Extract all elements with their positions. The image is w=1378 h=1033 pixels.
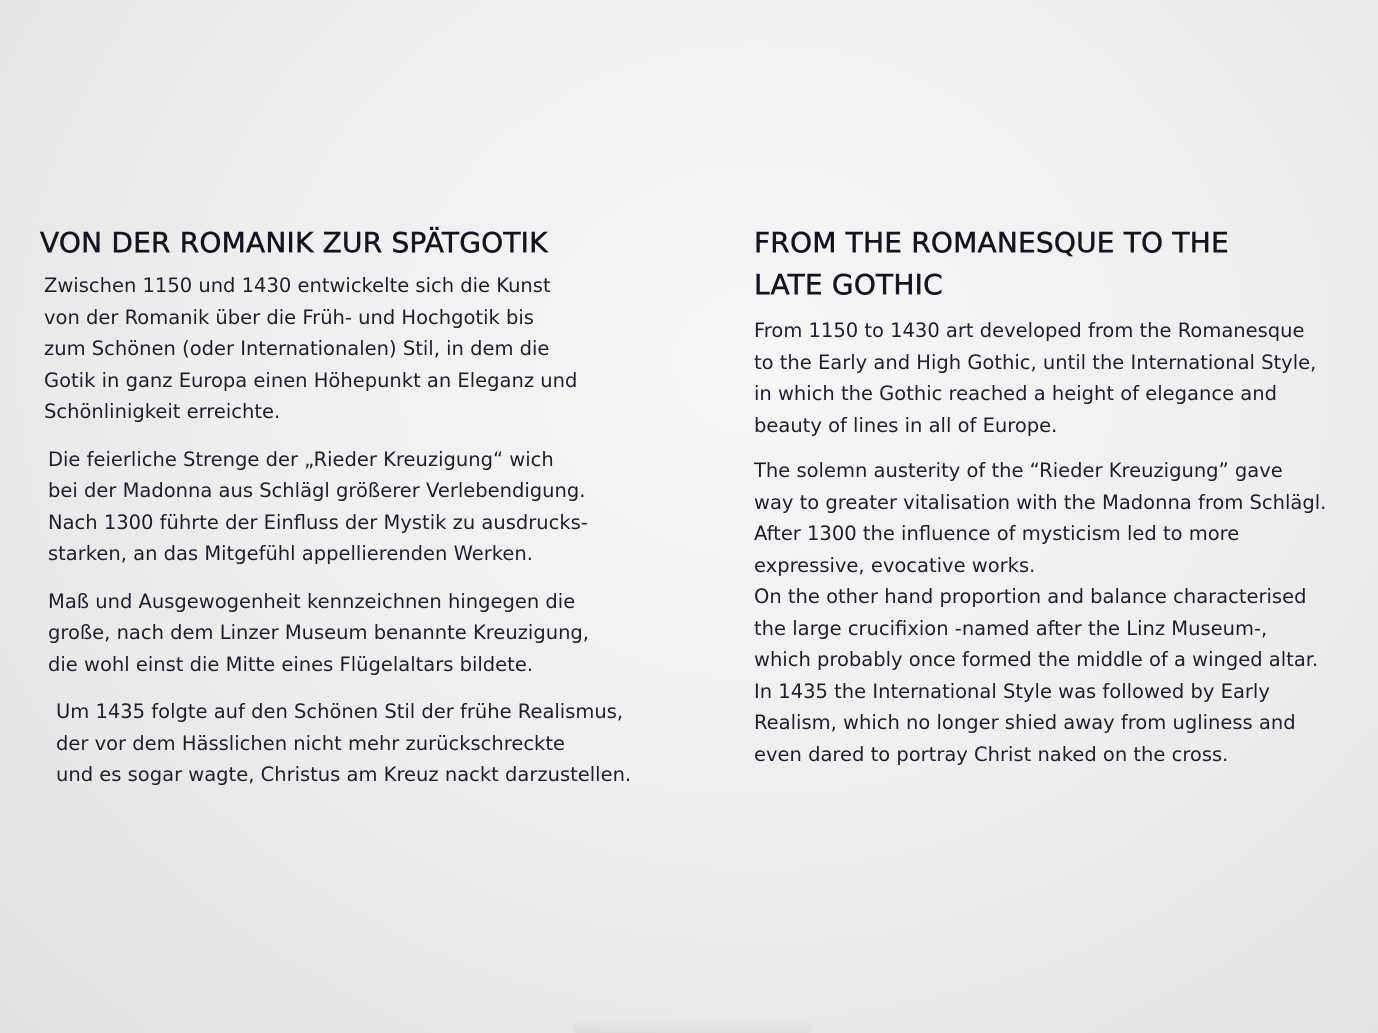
heading-line: FROM THE ROMANESQUE TO THE xyxy=(754,226,1229,259)
text-line: which probably once formed the middle of a winged altar. xyxy=(754,648,1319,671)
text-line: Die feierliche Strenge der „Rieder Kreuzigung“ wich xyxy=(48,447,554,471)
german-paragraph-3 xyxy=(48,586,640,681)
german-paragraph-1 xyxy=(44,270,640,428)
text-line: way to greater vitalisation with the Madonna from Schlägl. xyxy=(754,490,1327,514)
text-line: Gotik in ganz Europa einen Höhepunkt an Eleganz und xyxy=(44,368,578,392)
text-line: zum Schönen (oder Internationalen) Stil, in dem die xyxy=(44,337,550,360)
text-line: Nach 1300 führte der Einfluss der Mystik zu ausdrucks- xyxy=(48,510,588,534)
english-paragraph-4 xyxy=(754,676,1364,771)
text-line: From 1150 to 1430 art developed from the Romanesque xyxy=(754,319,1305,342)
text-line: große, nach dem Linzer Museum benannte Kreuzigung, xyxy=(48,621,590,644)
text-line: Zwischen 1150 und 1430 entwickelte sich die Kunst xyxy=(44,274,551,297)
english-paragraph-1 xyxy=(754,315,1364,441)
english-paragraph-2 xyxy=(754,455,1364,581)
text-line: und es sogar wagte, Christus am Kreuz nackt darzustellen. xyxy=(56,763,632,786)
text-line: der vor dem Hässlichen nicht mehr zurückschreckte xyxy=(56,731,565,755)
german-heading: VON DER ROMANIK ZUR SPÄTGOTIK xyxy=(40,226,548,259)
german-paragraph-4 xyxy=(56,696,640,791)
text-line: Schönlinigkeit erreichte. xyxy=(44,400,281,423)
text-line: On the other hand proportion and balance characterised xyxy=(754,585,1307,608)
text-line: After 1300 the influence of mysticism led to more xyxy=(754,522,1240,545)
text-line: Realism, which no longer shied away from ugliness and xyxy=(754,711,1296,734)
text-line: die wohl einst die Mitte eines Flügelaltars bildete. xyxy=(48,652,534,676)
english-paragraph-3 xyxy=(754,581,1364,676)
text-line: The solemn austerity of the “Rieder Kreuzigung” gave xyxy=(754,459,1283,482)
text-line: von der Romanik über die Früh- und Hochgotik bis xyxy=(44,305,534,329)
text-line: beauty of lines in all of Europe. xyxy=(754,413,1058,437)
text-line: in which the Gothic reached a height of elegance and xyxy=(754,382,1277,405)
text-line: to the Early and High Gothic, until the International Style, xyxy=(754,350,1317,374)
german-text-column xyxy=(40,222,640,791)
text-line: Um 1435 folgte auf den Schönen Stil der frühe Realismus, xyxy=(56,700,624,723)
german-paragraph-2 xyxy=(48,444,640,570)
heading-line: LATE GOTHIC xyxy=(754,268,943,301)
text-line: starken, an das Mitgefühl appellierenden Werken. xyxy=(48,542,533,565)
text-line: In 1435 the International Style was followed by Early xyxy=(754,679,1270,703)
english-heading xyxy=(754,222,1364,306)
text-line: bei der Madonna aus Schlägl größerer Verlebendigung. xyxy=(48,479,586,502)
wall-scuff-mark xyxy=(572,1020,812,1033)
text-line: the large crucifixion -named after the Linz Museum-, xyxy=(754,616,1268,640)
text-line: expressive, evocative works. xyxy=(754,553,1036,577)
text-line: even dared to portray Christ naked on the cross. xyxy=(754,742,1229,766)
english-text-column xyxy=(754,222,1364,770)
text-line: Maß und Ausgewogenheit kennzeichnen hingegen die xyxy=(48,589,576,613)
